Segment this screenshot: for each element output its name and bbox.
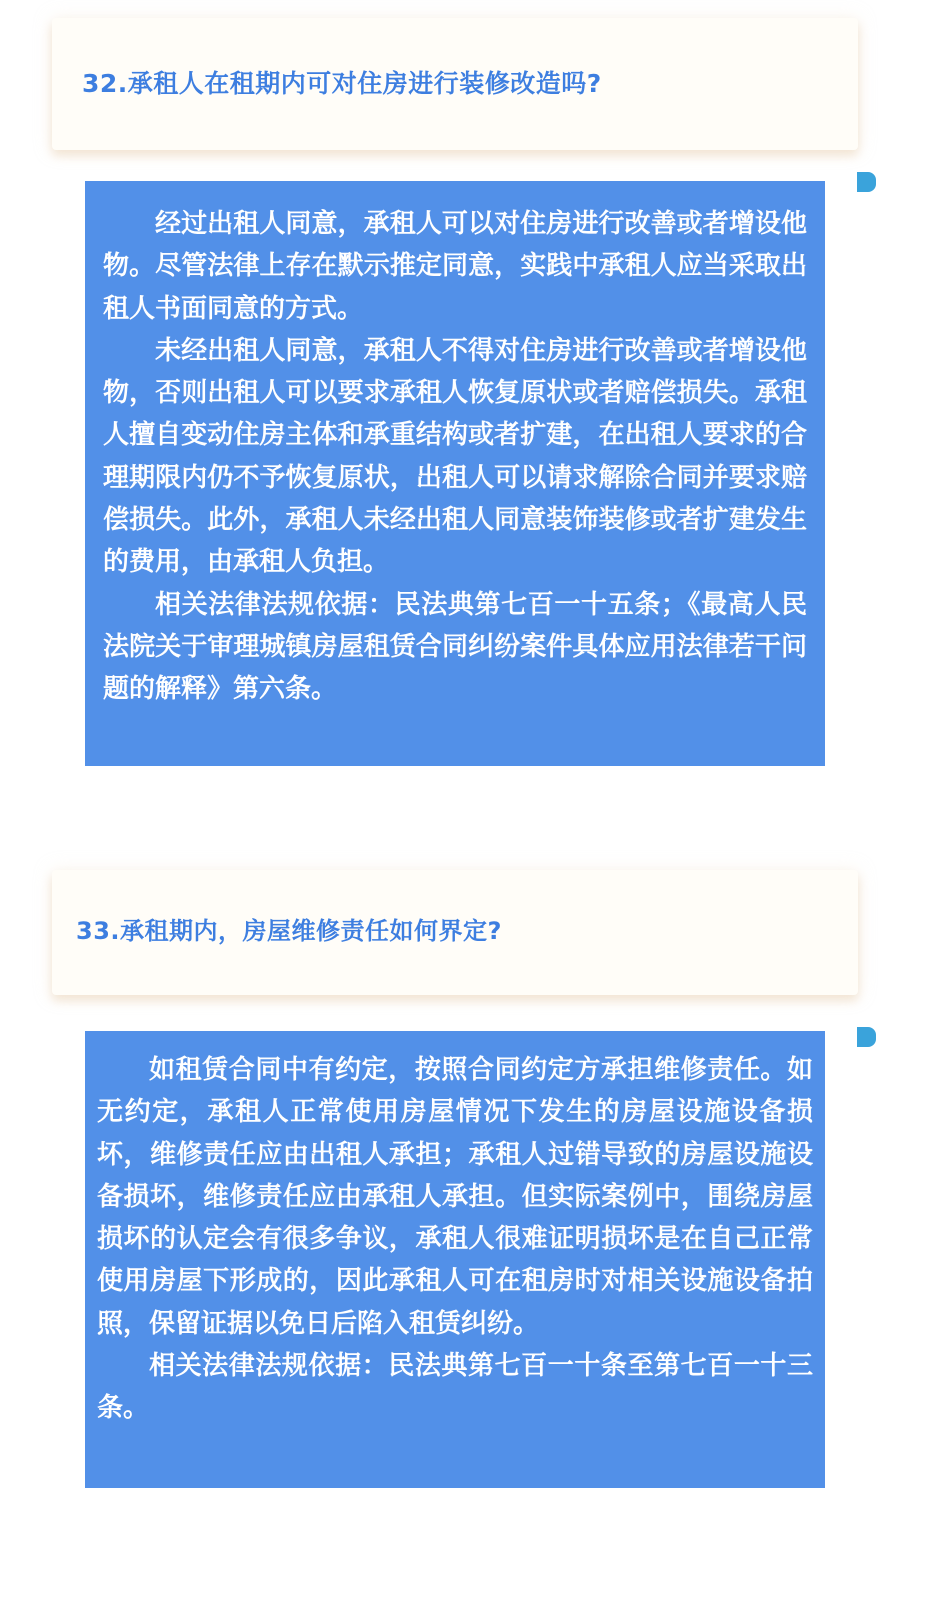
answer-paragraph: 经过出租人同意，承租人可以对住房进行改善或者增设他物。尽管法律上存在默示推定同意，实践中承租人应当采取出租人书面同意的方式。 (103, 209, 807, 324)
legal-basis-paragraph: 相关法律法规依据：民法典第七百一十五条；《最高人民法院关于审理城镇房屋租赁合同纠纷案件具体应用法律若干问题的解释》第六条。 (103, 589, 807, 705)
tab-marker-icon (857, 172, 876, 192)
tab-marker-icon (857, 1027, 876, 1047)
question-title-32: 32.承租人在租期内可对住房进行装修改造吗? (82, 69, 602, 98)
answer-box-33 (85, 1031, 825, 1488)
answer-paragraph: 未经出租人同意，承租人不得对住房进行改善或者增设他物，否则出租人可以要求承租人恢复原状或者赔偿损失。承租人擅自变动住房主体和承重结构或者扩建，在出租人要求的合理期限内仍不予恢复原状，出租人可以请求解除合同并要求赔偿损失。此外，承租人未经出租人同意装饰装修或者扩建发生的费用，由承租人负担。 (103, 335, 807, 578)
question-header-32 (52, 18, 858, 150)
question-title-33: 33.承租期内，房屋维修责任如何界定? (76, 917, 502, 945)
answer-paragraph: 如租赁合同中有约定，按照合同约定方承担维修责任。如无约定，承租人正常使用房屋情况下发生的房屋设施设备损坏，维修责任应由出租人承担；承租人过错导致的房屋设施设备损坏，维修责任应由承租人承担。但实际案例中，围绕房屋损坏的认定会有很多争议，承租人很难证明损坏是在自己正常使用房屋下形成的，因此承租人可在租房时对相关设施设备拍照，保留证据以免日后陷入租赁纠纷。 (97, 1055, 813, 1339)
question-header-33 (52, 870, 858, 995)
legal-basis-paragraph: 相关法律法规依据：民法典第七百一十条至第七百一十三条。 (97, 1351, 813, 1424)
answer-box-32 (85, 181, 825, 766)
